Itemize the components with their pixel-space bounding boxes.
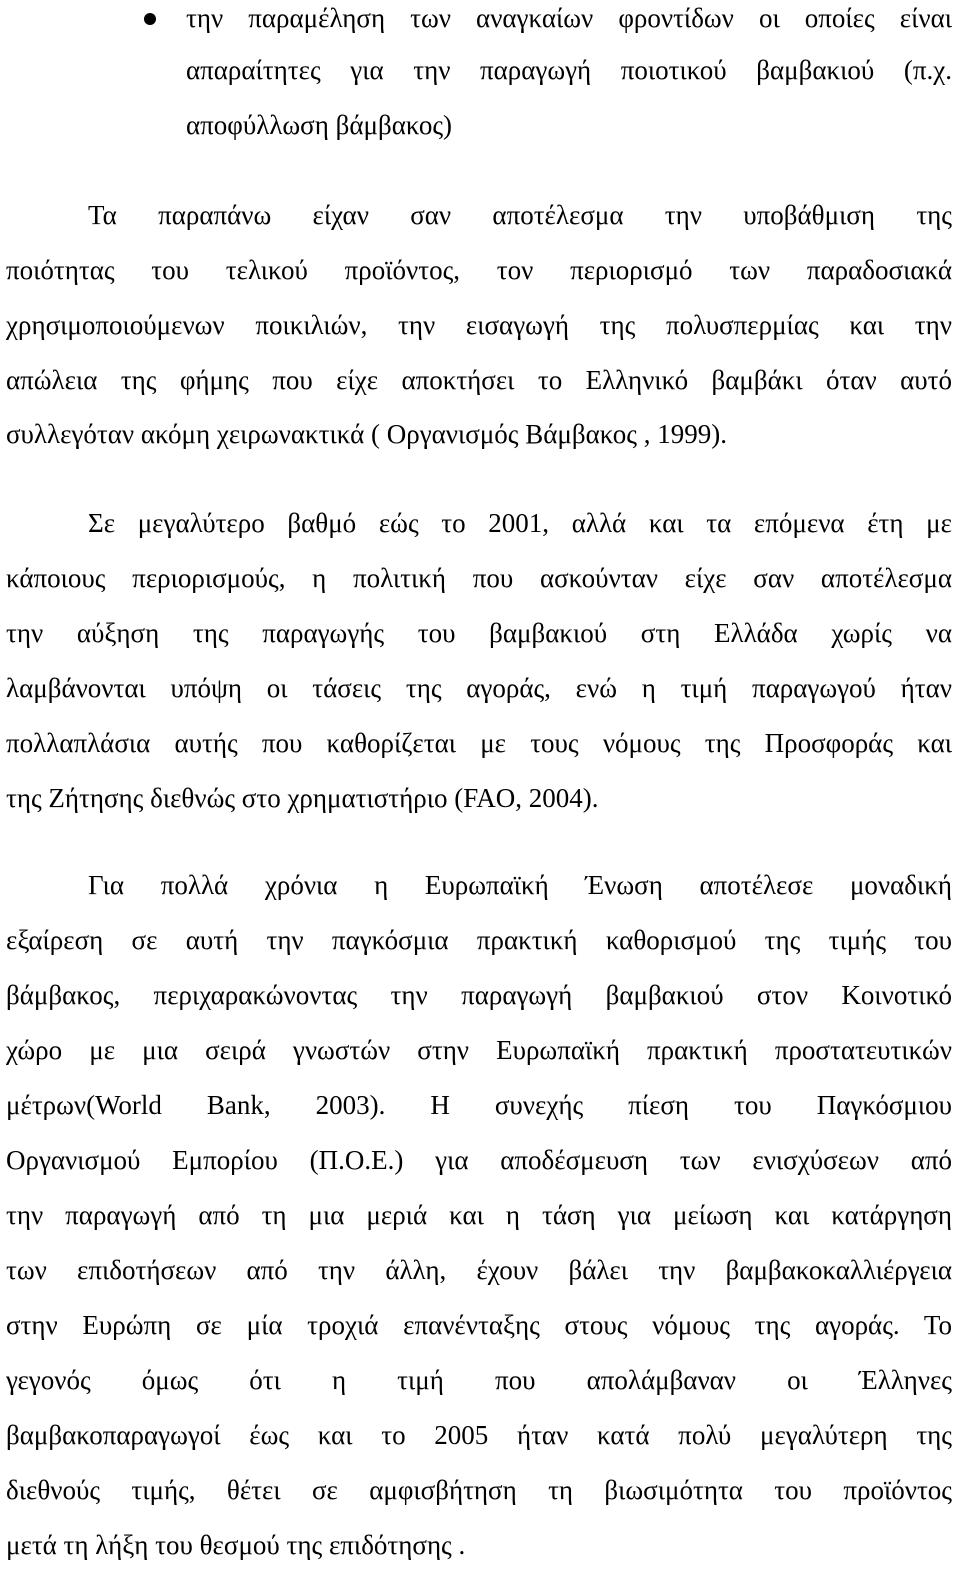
paragraph-line: Σε μεγαλύτερο βαθμό εώς το 2001, αλλά και τα επόμενα έτη με — [88, 508, 952, 538]
paragraph-line: μέτρων(World Bank, 2003). Η συνεχής πίεση του Παγκόσμιου — [6, 1090, 952, 1120]
bullet-line: την παραμέληση των αναγκαίων φροντίδων οι οποίες είναι — [186, 3, 952, 33]
bullet-icon — [144, 13, 156, 25]
paragraph-line: πολλαπλάσια αυτής που καθορίζεται με τους νόμους της Προσφοράς και — [6, 728, 952, 758]
paragraph-line: βαμβακοπαραγωγοί έως και το 2005 ήταν κατά πολύ μεγαλύτερη της — [6, 1420, 952, 1450]
paragraph-line: την παραγωγή από τη μια μεριά και η τάση για μείωση και κατάργηση — [6, 1200, 952, 1230]
paragraph-line: βάμβακος, περιχαρακώνοντας την παραγωγή βαμβακιού στον Κοινοτικό — [6, 980, 952, 1010]
paragraph-line: λαμβάνονται υπόψη οι τάσεις της αγοράς, ενώ η τιμή παραγωγού ήταν — [6, 673, 952, 703]
bullet-line: αποφύλλωση βάμβακος) — [186, 110, 453, 140]
paragraph-line: ποιότητας του τελικού προϊόντος, τον περιορισμό των παραδοσιακά — [6, 255, 952, 285]
paragraph-line: την αύξηση της παραγωγής του βαμβακιού στη Ελλάδα χωρίς να — [6, 618, 952, 648]
paragraph-line: των επιδοτήσεων από την άλλη, έχουν βάλει την βαμβακοκαλλιέργεια — [6, 1255, 952, 1285]
paragraph-line: κάποιους περιορισμούς, η πολιτική που ασκούνταν είχε σαν αποτέλεσμα — [6, 563, 952, 593]
paragraph-line: γεγονός όμως ότι η τιμή που απολάμβαναν οι Έλληνες — [6, 1365, 952, 1395]
paragraph-line: απώλεια της φήμης που είχε αποκτήσει το Ελληνικό βαμβάκι όταν αυτό — [6, 365, 952, 395]
paragraph-line: χώρο με μια σειρά γνωστών στην Ευρωπαϊκή πρακτική προστατευτικών — [6, 1035, 952, 1065]
paragraph-line: χρησιμοποιούμενων ποικιλιών, την εισαγωγή της πολυσπερμίας και την — [6, 310, 952, 340]
paragraph-line: συλλεγόταν ακόμη χειρωνακτικά ( Οργανισμός Βάμβακος , 1999). — [6, 419, 727, 449]
paragraph-line: της Ζήτησης διεθνώς στο χρηματιστήριο (FAO, 2004). — [6, 783, 599, 813]
paragraph-line: Τα παραπάνω είχαν σαν αποτέλεσμα την υποβάθμιση της — [88, 200, 952, 230]
paragraph-line: στην Ευρώπη σε μία τροχιά επανένταξης στους νόμους της αγοράς. Το — [6, 1310, 952, 1340]
paragraph-line: διεθνούς τιμής, θέτει σε αμφισβήτηση τη βιωσιμότητα του προϊόντος — [6, 1475, 952, 1505]
paragraph-line: Για πολλά χρόνια η Ευρωπαϊκή Ένωση αποτέλεσε μοναδική — [88, 870, 952, 900]
paragraph-line: εξαίρεση σε αυτή την παγκόσμια πρακτική καθορισμού της τιμής του — [6, 925, 952, 955]
paragraph-line: μετά τη λήξη του θεσμού της επιδότησης . — [6, 1530, 466, 1560]
bullet-line: απαραίτητες για την παραγωγή ποιοτικού βαμβακιού (π.χ. — [186, 55, 952, 85]
paragraph-line: Οργανισμού Εμπορίου (Π.Ο.Ε.) για αποδέσμευση των ενισχύσεων από — [6, 1145, 952, 1175]
